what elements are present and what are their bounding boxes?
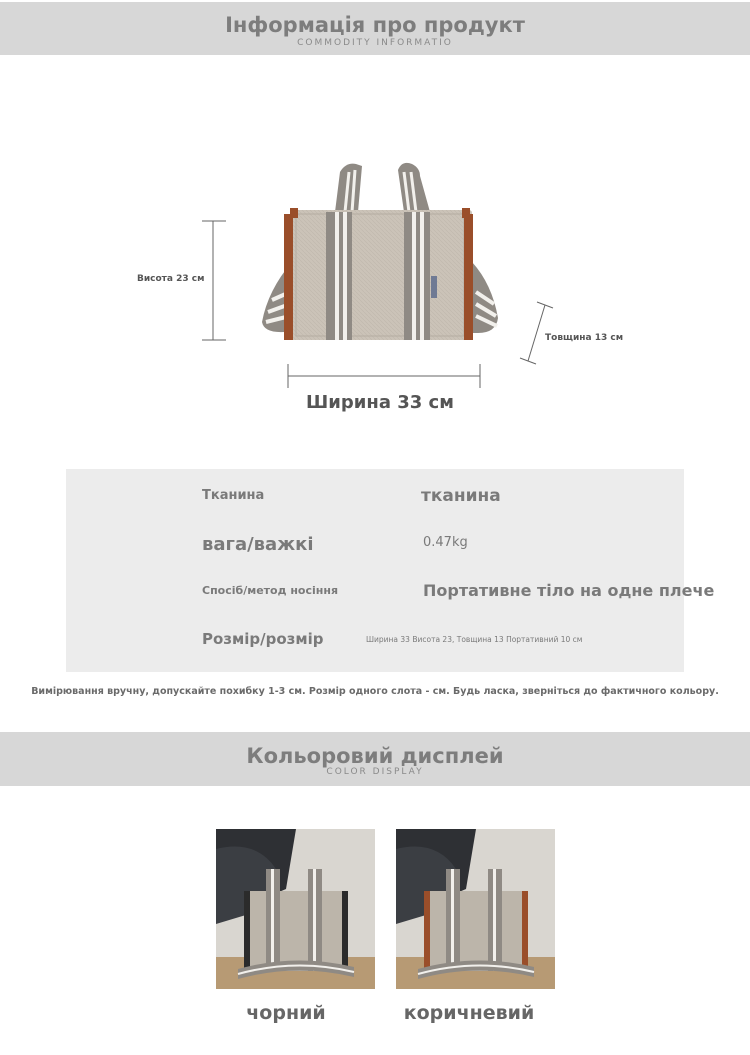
height-label: Висота 23 см: [137, 274, 205, 284]
color-display-header: [0, 732, 750, 786]
color-swatch-brown[interactable]: [396, 829, 555, 989]
color-label-black: чорний: [246, 1002, 326, 1024]
spec-value-size: Ширина 33 Висота 23, Товщина 13 Портативний 10 см: [366, 635, 583, 644]
color-display-subtitle: COLOR DISPLAY: [326, 767, 424, 777]
stripe-right: [404, 212, 430, 340]
brown-bag-photo: [396, 829, 555, 989]
trim-left: [284, 214, 293, 340]
bag-dimension-diagram: [0, 0, 750, 430]
spec-key-size: Розмір/розмір: [202, 630, 324, 648]
spec-value-weight: 0.47kg: [423, 535, 468, 550]
bag-body: [290, 210, 472, 340]
color-display-title: Кольоровий дисплей: [246, 744, 504, 768]
spec-value-fabric: тканина: [421, 486, 501, 506]
color-swatch-black[interactable]: [216, 829, 375, 989]
black-bag-photo: [216, 829, 375, 989]
measurement-note: Вимірювання вручну, допускайте похибку 1-3 см. Розмір одного слота - см. Будь ласка, зверніться до фактичного кольору.: [31, 686, 719, 697]
brand-tag: [431, 276, 437, 298]
spec-key-fabric: Тканина: [202, 488, 265, 503]
bag-illustration: [262, 163, 498, 340]
product-info-subtitle: COMMODITY INFORMATIO: [297, 38, 453, 48]
product-info-title: Інформація про продукт: [225, 13, 525, 37]
height-indicator: [202, 221, 226, 340]
width-label: Ширина 33 см: [306, 392, 454, 413]
spec-key-weight: вага/важкі: [202, 534, 314, 555]
spec-key-carry-method: Спосіб/метод носіння: [202, 584, 339, 597]
spec-value-carry-method: Портативне тіло на одне плече: [423, 581, 715, 600]
width-indicator: [288, 364, 480, 388]
thickness-label: Товщина 13 см: [545, 333, 624, 343]
trim-right: [464, 214, 473, 340]
color-label-brown: коричневий: [403, 1002, 535, 1024]
